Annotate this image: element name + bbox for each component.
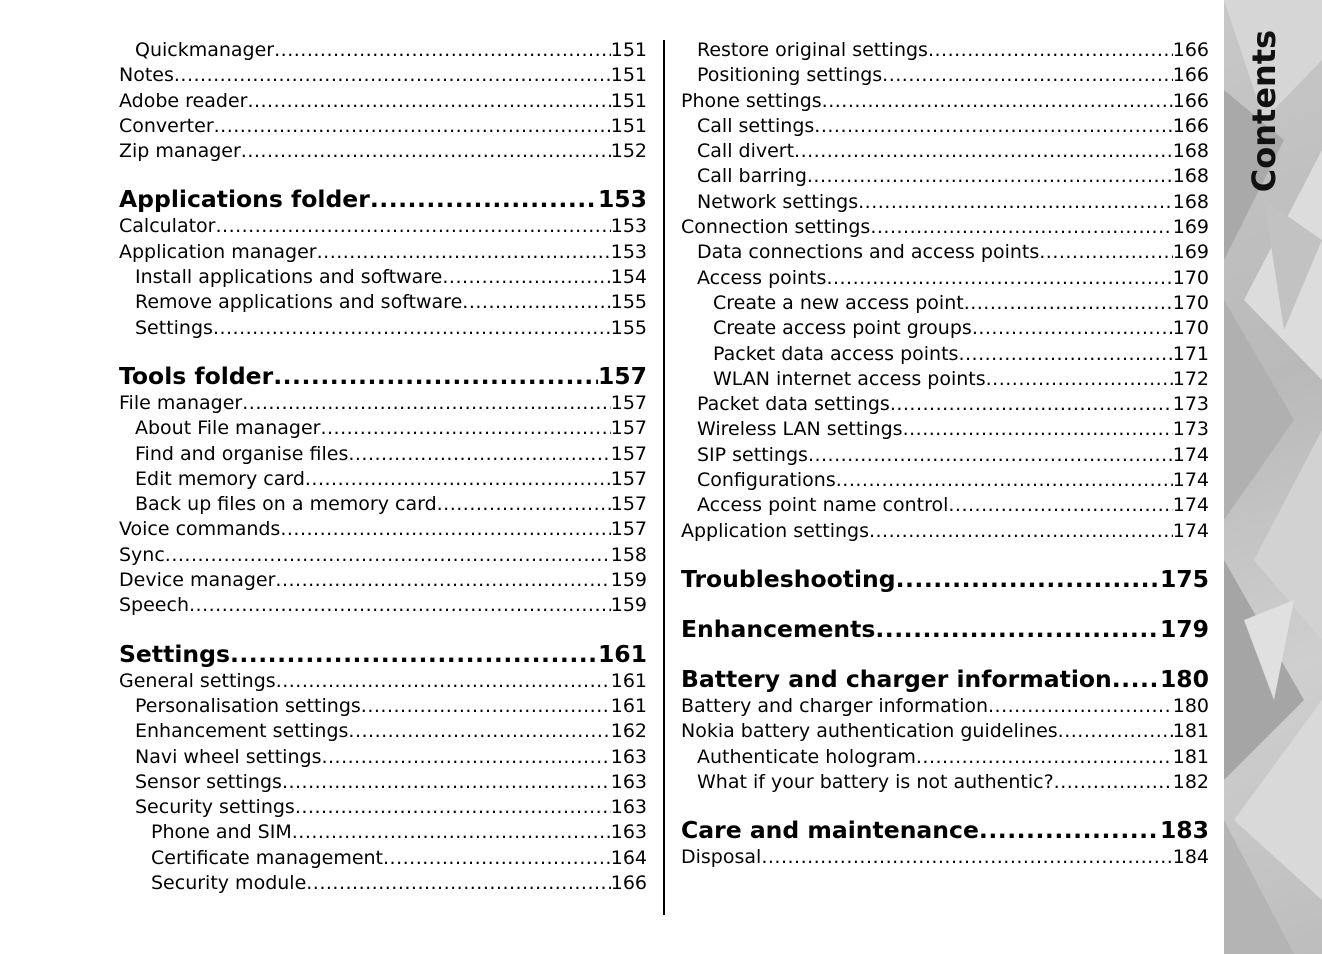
toc-page-number: 154 — [610, 266, 647, 289]
toc-page-number: 182 — [1172, 770, 1209, 793]
toc-entry[interactable] — [119, 139, 647, 164]
toc-entry[interactable] — [119, 593, 647, 618]
toc-leader-dots — [903, 417, 1173, 442]
toc-page-number: 168 — [1172, 190, 1209, 213]
toc-leader-dots — [306, 871, 610, 896]
toc-leader-dots — [462, 290, 610, 315]
toc-page-number: 151 — [610, 114, 647, 137]
toc-entry[interactable] — [119, 240, 647, 265]
toc-entry-title: Phone settings — [681, 89, 822, 112]
toc-entry-title: Sync — [119, 543, 165, 566]
column-divider — [663, 40, 665, 915]
toc-page-number: 174 — [1172, 469, 1209, 492]
toc-page-number: 158 — [610, 543, 647, 566]
toc-leader-dots — [807, 164, 1173, 189]
toc-entry-title: Network settings — [697, 190, 859, 213]
toc-entry-title: About File manager — [135, 417, 321, 440]
toc-page-number: 181 — [1172, 720, 1209, 743]
toc-leader-dots — [1112, 664, 1160, 694]
toc-entry[interactable] — [119, 795, 647, 820]
toc-leader-dots — [274, 38, 611, 63]
toc-page-number: 162 — [610, 720, 647, 743]
toc-entry[interactable] — [681, 745, 1209, 770]
toc-leader-dots — [280, 517, 610, 542]
toc-entry-title: Phone and SIM — [151, 821, 292, 844]
sidebar-title: Contents — [1245, 29, 1283, 192]
toc-page-number: 163 — [610, 821, 647, 844]
toc-entry[interactable] — [681, 266, 1209, 291]
toc-page-number: 161 — [610, 669, 647, 692]
toc-entry[interactable] — [119, 871, 647, 896]
toc-entry-title: Adobe reader — [119, 89, 248, 112]
toc-leader-dots — [890, 392, 1173, 417]
toc-page-number: 157 — [597, 361, 647, 390]
toc-entry-title: Wireless LAN settings — [697, 418, 903, 441]
toc-entry-title: Tools folder — [119, 361, 274, 390]
toc-left-column — [119, 38, 647, 896]
toc-entry[interactable] — [119, 669, 647, 694]
toc-entry[interactable] — [681, 240, 1209, 265]
toc-entry[interactable] — [119, 214, 647, 239]
toc-page-number: 152 — [610, 140, 647, 163]
toc-page-number: 169 — [1172, 241, 1209, 264]
toc-heading[interactable] — [681, 614, 1209, 644]
toc-page-number: 161 — [610, 694, 647, 717]
toc-entry[interactable] — [681, 719, 1209, 744]
toc-page-number: 180 — [1159, 664, 1209, 693]
toc-entry[interactable] — [119, 770, 647, 795]
toc-entry[interactable] — [119, 38, 647, 63]
toc-entry[interactable] — [119, 89, 647, 114]
toc-leader-dots — [916, 745, 1173, 770]
toc-page-number: 181 — [1172, 745, 1209, 768]
toc-heading[interactable] — [119, 361, 647, 391]
toc-leader-dots — [174, 63, 611, 88]
toc-heading[interactable] — [681, 664, 1209, 694]
toc-page-number: 168 — [1172, 140, 1209, 163]
toc-entry[interactable] — [681, 114, 1209, 139]
toc-page-number: 159 — [610, 594, 647, 617]
toc-entry[interactable] — [681, 468, 1209, 493]
toc-leader-dots — [189, 593, 611, 618]
toc-entry[interactable] — [119, 316, 647, 341]
toc-entry[interactable] — [119, 568, 647, 593]
toc-heading[interactable] — [681, 815, 1209, 845]
toc-entry[interactable] — [681, 342, 1209, 367]
toc-leader-dots — [370, 184, 598, 214]
toc-leader-dots — [215, 214, 610, 239]
toc-page-number: 163 — [610, 745, 647, 768]
toc-entry[interactable] — [119, 846, 647, 871]
toc-leader-dots — [437, 492, 611, 517]
toc-entry-title: Application manager — [119, 240, 317, 263]
toc-page-number: 174 — [1172, 443, 1209, 466]
toc-page-number: 157 — [610, 442, 647, 465]
toc-page-number: 173 — [1172, 418, 1209, 441]
sidebar-title-wrap — [1240, 29, 1288, 192]
toc-entry[interactable] — [119, 820, 647, 845]
toc-page-number: 166 — [610, 872, 647, 895]
toc-entry-title: Packet data settings — [697, 393, 890, 416]
toc-entry[interactable] — [119, 467, 647, 492]
toc-leader-dots — [1058, 719, 1173, 744]
toc-entry-title: Security settings — [135, 796, 295, 819]
toc-leader-dots — [292, 820, 611, 845]
toc-page-number: 157 — [610, 391, 647, 414]
toc-entry[interactable] — [681, 139, 1209, 164]
toc-entry-title: What if your battery is not authentic? — [697, 770, 1054, 793]
toc-entry-title: Application settings — [681, 519, 869, 542]
toc-entry[interactable] — [119, 543, 647, 568]
toc-entry[interactable] — [681, 770, 1209, 795]
toc-page-number: 170 — [1172, 317, 1209, 340]
toc-entry-title: Install applications and software — [135, 266, 443, 289]
toc-entry-title: Device manager — [119, 569, 276, 592]
toc-leader-dots — [321, 745, 610, 770]
toc-page-number: 170 — [1172, 266, 1209, 289]
toc-entry[interactable] — [681, 316, 1209, 341]
toc-leader-dots — [317, 240, 611, 265]
toc-page-number: 169 — [1172, 216, 1209, 239]
toc-page-number: 166 — [1172, 39, 1209, 61]
toc-leader-dots — [241, 139, 611, 164]
toc-leader-dots — [165, 543, 611, 568]
toc-entry-title: Settings — [119, 639, 230, 668]
toc-right-column — [681, 38, 1209, 870]
toc-leader-dots — [979, 815, 1160, 845]
toc-page-number: 166 — [1172, 89, 1209, 112]
toc-entry-title: File manager — [119, 391, 243, 414]
toc-entry-title: Battery and charger information — [681, 664, 1112, 693]
toc-leader-dots — [214, 114, 611, 139]
toc-entry-title: Authenticate hologram — [697, 745, 916, 768]
toc-leader-dots — [276, 669, 611, 694]
toc-leader-dots — [383, 846, 611, 871]
toc-entry-title: Data connections and access points — [697, 241, 1040, 264]
toc-entry-title: Speech — [119, 594, 189, 617]
toc-leader-dots — [822, 89, 1173, 114]
toc-entry-title: Personalisation settings — [135, 694, 361, 717]
toc-entry[interactable] — [681, 190, 1209, 215]
toc-heading[interactable] — [119, 184, 647, 214]
toc-page-number: 172 — [1172, 367, 1209, 390]
toc-entry-title: Nokia battery authentication guidelines — [681, 720, 1058, 743]
toc-entry[interactable] — [681, 63, 1209, 88]
toc-leader-dots — [348, 442, 610, 467]
toc-leader-dots — [869, 519, 1173, 544]
toc-entry-title: Sensor settings — [135, 770, 282, 793]
toc-leader-dots — [948, 493, 1172, 518]
toc-entry-title: Create a new access point — [713, 291, 964, 314]
toc-leader-dots — [964, 291, 1173, 316]
toc-leader-dots — [858, 190, 1173, 215]
toc-leader-dots — [958, 342, 1172, 367]
toc-page-number: 166 — [1172, 64, 1209, 87]
toc-entry-title: General settings — [119, 669, 276, 692]
toc-leader-dots — [836, 468, 1173, 493]
toc-leader-dots — [348, 719, 610, 744]
toc-leader-dots — [230, 639, 598, 669]
toc-entry-title: Configurations — [697, 469, 836, 492]
toc-entry[interactable] — [119, 719, 647, 744]
toc-leader-dots — [972, 316, 1173, 341]
toc-entry-title: Care and maintenance — [681, 816, 979, 845]
toc-page-number: 166 — [1172, 114, 1209, 137]
toc-entry-title: Certificate management — [151, 846, 384, 869]
toc-entry-title: Create access point groups — [713, 317, 972, 340]
toc-entry[interactable] — [119, 290, 647, 315]
toc-entry-title: Converter — [119, 114, 214, 137]
toc-page-number: 173 — [1172, 393, 1209, 416]
toc-page-number: 163 — [610, 796, 647, 819]
toc-entry[interactable] — [681, 845, 1209, 870]
toc-entry-title: Access point name control — [697, 494, 949, 517]
toc-page-number: 157 — [610, 518, 647, 541]
toc-leader-dots — [282, 770, 611, 795]
toc-leader-dots — [242, 391, 611, 416]
toc-leader-dots — [320, 416, 610, 441]
toc-page-number: 151 — [610, 89, 647, 112]
toc-entry[interactable] — [681, 443, 1209, 468]
toc-leader-dots — [442, 265, 610, 290]
toc-page-number: 161 — [597, 639, 647, 668]
toc-page-number: 171 — [1172, 342, 1209, 365]
toc-leader-dots — [361, 694, 611, 719]
toc-entry-title: Zip manager — [119, 140, 241, 163]
toc-entry-title: Troubleshooting — [681, 564, 896, 593]
toc-page-number: 151 — [610, 39, 647, 61]
toc-entry-title: Call settings — [697, 114, 815, 137]
toc-leader-dots — [273, 361, 598, 391]
toc-entry-title: Call divert — [697, 140, 795, 163]
toc-page-number: 164 — [610, 846, 647, 869]
toc-entry-title: Enhancements — [681, 614, 876, 643]
toc-entry[interactable] — [119, 63, 647, 88]
toc-leader-dots — [1039, 240, 1173, 265]
toc-entry-title: Quickmanager — [135, 39, 275, 61]
toc-entry[interactable] — [119, 694, 647, 719]
toc-entry[interactable] — [119, 416, 647, 441]
toc-leader-dots — [213, 316, 611, 341]
toc-page-number: 183 — [1159, 816, 1209, 845]
toc-page-number: 184 — [1172, 846, 1209, 869]
toc-entry-title: WLAN internet access points — [713, 367, 986, 390]
toc-page-number: 151 — [610, 64, 647, 87]
toc-entry[interactable] — [681, 291, 1209, 316]
toc-entry[interactable] — [119, 517, 647, 542]
toc-page-number: 163 — [610, 770, 647, 793]
toc-page-number: 174 — [1172, 519, 1209, 542]
toc-entry-title: Security module — [151, 872, 307, 895]
toc-entry-title: Edit memory card — [135, 467, 305, 490]
toc-entry[interactable] — [119, 745, 647, 770]
toc-leader-dots — [814, 114, 1172, 139]
toc-entry-title: Navi wheel settings — [135, 745, 322, 768]
toc-page-number: 155 — [610, 291, 647, 314]
toc-entry[interactable] — [681, 392, 1209, 417]
toc-page-number: 159 — [610, 569, 647, 592]
toc-leader-dots — [794, 139, 1173, 164]
toc-entry[interactable] — [681, 89, 1209, 114]
toc-leader-dots — [826, 266, 1172, 291]
toc-leader-dots — [882, 63, 1173, 88]
toc-leader-dots — [986, 367, 1173, 392]
toc-page-number: 157 — [610, 467, 647, 490]
toc-page-number: 175 — [1159, 564, 1209, 593]
toc-entry-title: Restore original settings — [697, 39, 928, 61]
toc-page-number: 179 — [1159, 614, 1209, 643]
toc-page-number: 170 — [1172, 291, 1209, 314]
toc-leader-dots — [275, 568, 610, 593]
toc-entry-title: Notes — [119, 64, 174, 87]
toc-leader-dots — [870, 215, 1172, 240]
toc-leader-dots — [808, 443, 1173, 468]
toc-entry[interactable] — [681, 367, 1209, 392]
toc-leader-dots — [247, 89, 610, 114]
toc-entry[interactable] — [681, 493, 1209, 518]
toc-entry[interactable] — [681, 519, 1209, 544]
toc-entry[interactable] — [119, 265, 647, 290]
toc-entry[interactable] — [119, 492, 647, 517]
toc-page-number: 174 — [1172, 494, 1209, 517]
toc-leader-dots — [928, 38, 1173, 63]
toc-leader-dots — [988, 694, 1173, 719]
toc-entry-title: Battery and charger information — [681, 694, 989, 717]
toc-leader-dots — [1054, 770, 1173, 795]
toc-entry[interactable] — [681, 164, 1209, 189]
toc-entry[interactable] — [681, 215, 1209, 240]
toc-entry-title: Positioning settings — [697, 64, 883, 87]
toc-page-number: 180 — [1172, 694, 1209, 717]
toc-entry-title: Packet data access points — [713, 342, 959, 365]
toc-page-number: 157 — [610, 417, 647, 440]
toc-entry-title: Find and organise files — [135, 442, 349, 465]
toc-entry-title: SIP settings — [697, 443, 808, 466]
toc-page-number: 153 — [610, 240, 647, 263]
toc-page-number: 153 — [610, 215, 647, 238]
toc-entry-title: Call barring — [697, 165, 807, 188]
toc-entry-title: Voice commands — [119, 518, 281, 541]
toc-heading[interactable] — [681, 564, 1209, 594]
toc-leader-dots — [305, 467, 611, 492]
toc-entry-title: Enhancement settings — [135, 720, 349, 743]
toc-leader-dots — [761, 845, 1172, 870]
toc-entry-title: Applications folder — [119, 185, 370, 214]
toc-leader-dots — [896, 564, 1160, 594]
toc-entry-title: Remove applications and software — [135, 291, 463, 314]
toc-entry[interactable] — [119, 391, 647, 416]
toc-entry[interactable] — [681, 417, 1209, 442]
toc-page-number: 168 — [1172, 165, 1209, 188]
toc-leader-dots — [295, 795, 611, 820]
toc-entry[interactable] — [681, 694, 1209, 719]
toc-page-number: 153 — [597, 185, 647, 214]
toc-page-number: 157 — [610, 493, 647, 516]
toc-entry-title: Calculator — [119, 215, 216, 238]
toc-entry-title: Disposal — [681, 846, 762, 869]
toc-leader-dots — [875, 614, 1160, 644]
toc-page-number: 155 — [610, 316, 647, 339]
toc-entry[interactable] — [681, 38, 1209, 63]
toc-entry-title: Settings — [135, 316, 213, 339]
toc-entry-title: Access points — [697, 266, 827, 289]
toc-heading[interactable] — [119, 639, 647, 669]
toc-entry-title: Connection settings — [681, 216, 871, 239]
toc-entry[interactable] — [119, 442, 647, 467]
toc-entry[interactable] — [119, 114, 647, 139]
toc-entry-title: Back up files on a memory card — [135, 493, 437, 516]
